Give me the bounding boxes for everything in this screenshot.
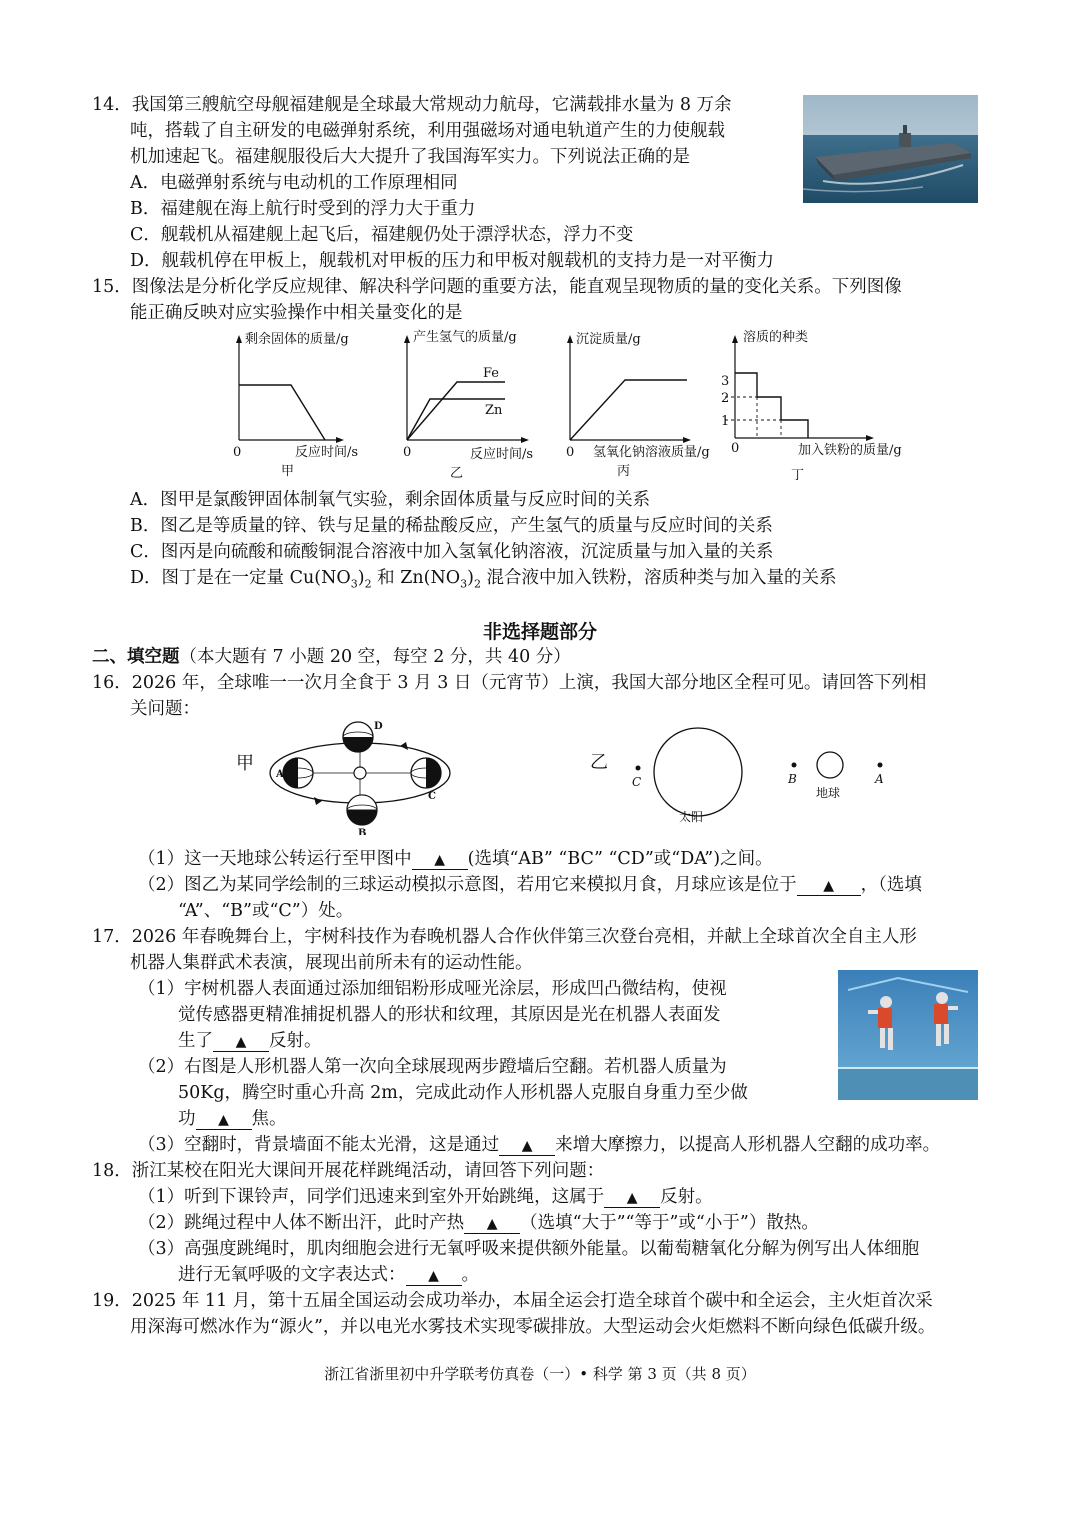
ding-origin: 0 [731, 441, 740, 456]
yi-xlabel: 反应时间/s [470, 447, 534, 462]
q15-line-1: 15．图像法是分析化学反应规律、解决科学问题的重要方法，能直观呈现物质的量的变化关系。下列图像 [92, 277, 902, 297]
jia-name: 甲 [281, 464, 295, 479]
q17-line-1: 17．2026 年春晚舞台上，宇树科技作为春晚机器人合作伙伴第三次登台亮相，并献上全球首次全自主人形 [92, 927, 917, 947]
q18-blank-1[interactable]: ▲ [604, 1189, 660, 1208]
q15-option-d: D．图丁是在一定量 $Cu(NO_3)_2$ 和 $Zn(NO_3)_2$ 混合液中加入铁粉，溶质种类与加入量的关系 [130, 568, 837, 591]
q16-part-2-line-2: “A”、“B”或“C”）处。 [178, 901, 354, 921]
q14-option-c: C．舰载机从福建舰上起飞后，福建舰仍处于漂浮状态，浮力不变 [130, 225, 634, 245]
ding-y2: 2 [721, 391, 730, 406]
q17-blank-2[interactable]: ▲ [196, 1111, 252, 1130]
q17-blank-3[interactable]: ▲ [499, 1137, 555, 1156]
q17-blank-1[interactable]: ▲ [213, 1033, 269, 1052]
q14-line-1: 14．我国第三艘航空母舰福建舰是全球最大常规动力航母，它满载排水量为 8 万余 [92, 95, 732, 115]
q16-line-1: 16．2026 年，全球唯一一次月全食于 3 月 3 日（元宵节）上演，我国大部分地区全程可见。请回答下列相 [92, 673, 927, 693]
fig-yi-a: A [875, 772, 884, 786]
bing-name: 丙 [617, 464, 631, 479]
earth-c [411, 758, 441, 788]
q19-line-2: 用深海可燃冰作为“源火”，并以电光水雾技术实现零碳排放。大型运动会火炬燃料不断向绿色低碳升级。 [130, 1317, 936, 1337]
q14-option-d: D．舰载机停在甲板上，舰载机对甲板的压力和甲板对舰载机的支持力是一对平衡力 [130, 251, 775, 271]
section-title: 非选择题部分 [482, 621, 597, 643]
q18-line: 18．浙江某校在阳光大课间开展花样跳绳活动，请回答下列问题： [92, 1161, 605, 1181]
bing-origin: 0 [566, 445, 575, 460]
q14-line-2: 吨，搭载了自主研发的电磁弹射系统，利用强磁场对通电轨道产生的力使舰载 [130, 121, 725, 141]
jia-xlabel: 反应时间/s [295, 445, 359, 460]
sun-circle [654, 728, 742, 816]
q16-line-2: 关问题： [130, 699, 200, 719]
q15-graphs [225, 325, 915, 485]
page-footer: 浙江省浙里初中升学联考仿真卷（一）• 科学 第 3 页（共 8 页） [324, 1365, 756, 1383]
fig-yi-b: B [788, 772, 797, 786]
q15-option-b: B．图乙是等质量的锌、铁与足量的稀盐酸反应，产生氢气的质量与反应时间的关系 [130, 516, 773, 536]
earth-d [343, 722, 373, 752]
earth-a [283, 758, 313, 788]
fig-yi-sun: 太阳 [679, 810, 704, 824]
q16-part-1: （1）这一天地球公转运行至甲图中 ▲ (选填“AB” “BC” “CD”或“DA”)之间。 [138, 849, 773, 869]
q15-line-2: 能正确反映对应实验操作中相关量变化的是 [130, 303, 463, 323]
ding-xlabel: 加入铁粉的质量/g [798, 443, 902, 458]
q14-line-3: 机加速起飞。福建舰服役后大大提升了我国海军实力。下列说法正确的是 [130, 147, 690, 167]
fig-yi-earth: 地球 [816, 786, 841, 800]
ding-ylabel: 溶质的种类 [743, 330, 809, 345]
q17-p3: （3）空翻时，背景墙面不能太光滑，这是通过 ▲ 来增大摩擦力，以提高人形机器人空翻的成功率。 [138, 1135, 941, 1155]
q17-p1-line-1: （1）宇树机器人表面通过添加细铝粉形成哑光涂层，形成凹凸微结构，使视 [138, 979, 727, 999]
ding-name: 丁 [791, 468, 805, 483]
q17-p1-line-3: 生了 ▲ 反射。 [178, 1031, 322, 1051]
yi-name: 乙 [450, 466, 464, 481]
fig-jia-a: A [276, 769, 284, 780]
q16-fig-jia [230, 715, 460, 835]
graph-yi [403, 329, 533, 481]
yi-zn-label: Zn [485, 403, 503, 418]
q16-blank-2[interactable]: ▲ [797, 877, 861, 896]
q18-part-3: （3）高强度跳绳时，肌肉细胞会进行无氧呼吸来提供额外能量。以葡萄糖氧化分解为例写出人体细胞 [138, 1239, 920, 1259]
bing-xlabel: 氢氧化钠溶液质量/g [593, 445, 710, 460]
q14-option-b: B．福建舰在海上航行时受到的浮力大于重力 [130, 199, 476, 219]
fig-jia-c: C [428, 791, 436, 802]
q19-line-1: 19．2025 年 11 月，第十五届全国运动会成功举办，本届全运会打造全球首个碳中和全运会，主火炬首次采 [92, 1291, 933, 1311]
graph-jia [233, 331, 358, 479]
q16-part-2: （2）图乙为某同学绘制的三球运动模拟示意图，若用它来模拟月食，月球应该是位于 ▲ ，（选填 [138, 875, 922, 895]
fig-jia-b: B [358, 828, 367, 835]
ding-y3: 3 [721, 374, 730, 389]
q16-blank-1[interactable]: ▲ [412, 851, 468, 870]
q18-blank-3[interactable]: ▲ [406, 1267, 462, 1286]
q18-blank-2[interactable]: ▲ [464, 1215, 520, 1234]
section2-header: 二、填空题（本大题有 7 小题 20 空，每空 2 分，共 40 分） [92, 647, 571, 667]
fig-yi-c: C [632, 775, 642, 789]
q17-p2-line-3: 功 ▲ 焦。 [178, 1109, 287, 1129]
bing-ylabel: 沉淀质量/g [576, 332, 641, 347]
q18-part-2: （2）跳绳过程中人体不断出汗，此时产热 ▲ （选填“大于”“等于”或“小于”）散热。 [138, 1213, 819, 1233]
q18-part-3-line-2: 进行无氧呼吸的文字表达式： ▲ 。 [178, 1265, 479, 1285]
fig-jia-label: 甲 [236, 753, 254, 774]
jia-ylabel: 剩余固体的质量/g [245, 332, 349, 347]
q18-part-1: （1）听到下课铃声，同学们迅速来到室外开始跳绳，这属于 ▲ 反射。 [138, 1187, 713, 1207]
q17-p2-line-2: 50Kg，腾空时重心升高 2m，完成此动作人形机器人克服自身重力至少做 [178, 1083, 748, 1103]
graph-bing [566, 331, 710, 479]
yi-ylabel: 产生氢气的质量/g [413, 330, 517, 345]
yi-origin: 0 [403, 445, 412, 460]
q16-fig-yi [590, 720, 900, 830]
fig-yi-label: 乙 [590, 752, 608, 773]
q15-option-c: C．图丙是向硫酸和硫酸铜混合溶液中加入氢氧化钠溶液，沉淀质量与加入量的关系 [130, 542, 774, 562]
earth-b [347, 795, 377, 825]
q15-option-a: A．图甲是氯酸钾固体制氧气实验，剩余固体质量与反应时间的关系 [130, 490, 651, 510]
jia-origin: 0 [233, 445, 242, 460]
q14-option-a: A．电磁弹射系统与电动机的工作原理相同 [130, 173, 458, 193]
graph-ding [721, 329, 902, 483]
q17-p2-line-1: （2）右图是人形机器人第一次向全球展现两步蹬墙后空翻。若机器人质量为 [138, 1057, 727, 1077]
fig-jia-d: D [374, 721, 383, 732]
aircraft-carrier-photo [803, 95, 978, 203]
q17-p1-line-2: 觉传感器更精准捕捉机器人的形状和纹理，其原因是光在机器人表面发 [178, 1005, 721, 1025]
q17-line-2: 机器人集群武术表演，展现出前所未有的运动性能。 [130, 953, 533, 973]
earth-circle [817, 752, 843, 778]
ding-y1: 1 [721, 414, 730, 429]
yi-fe-label: Fe [483, 366, 500, 381]
robot-photo [838, 970, 978, 1100]
